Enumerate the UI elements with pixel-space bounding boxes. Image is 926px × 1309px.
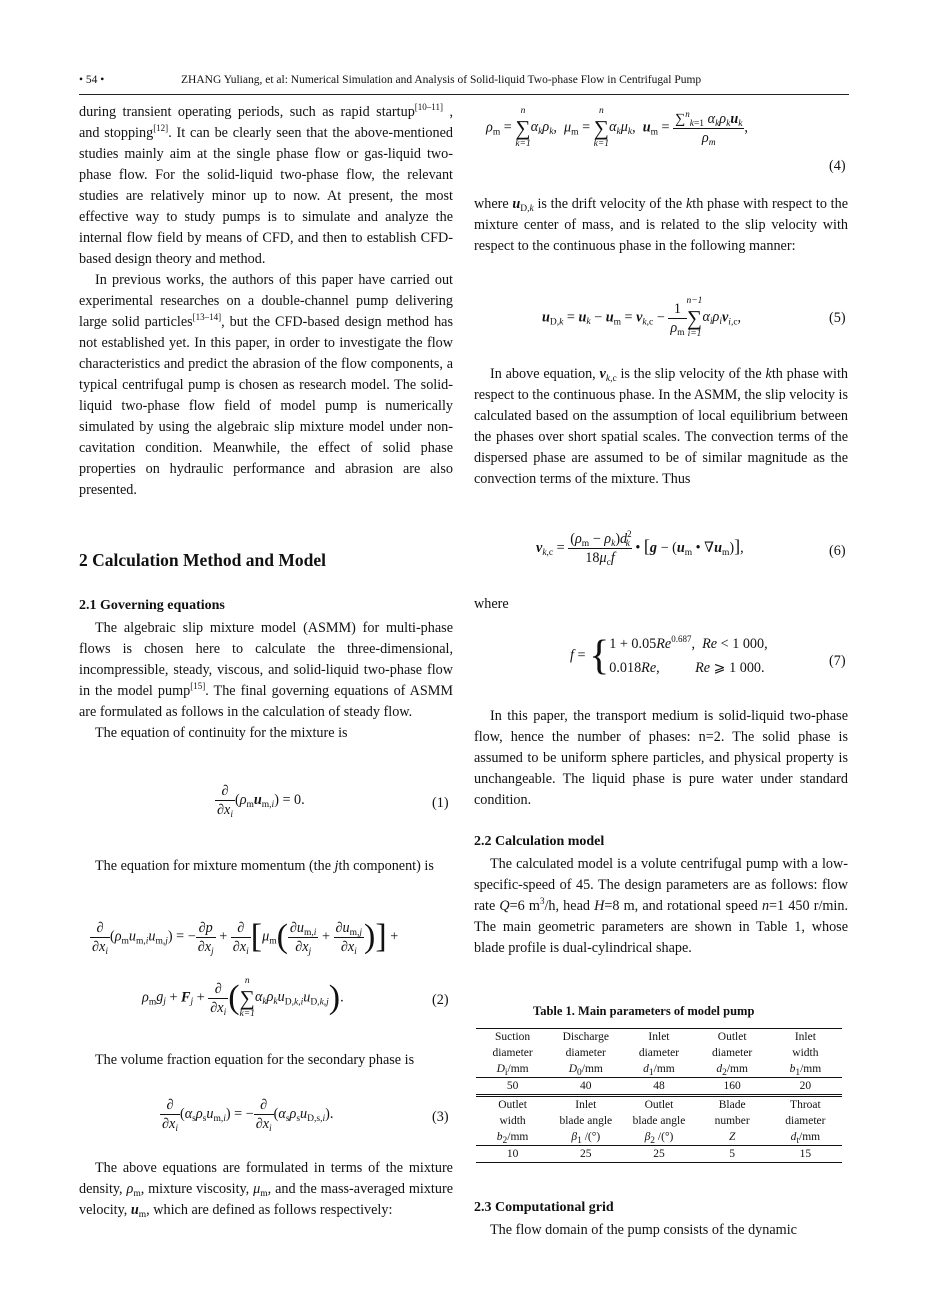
volume-fraction-intro: The volume fraction equation for the secondary phase is (95, 1052, 415, 1068)
equation-6: $v_{k,c}$ = $\frac{(\rho_m - \rho_k)d^2_k}{18\mu_cf}$ • [$g - (u_m$ • $\nabla u_m$)], (536, 529, 744, 568)
equation-5: $u_{D,k} = u_k - u_m = v_{k,c}$ − $\frac{1}{\rho_m}$ n−1 ∑ i=1 $\alpha_i\rho_iv_{i,c}$, (542, 296, 742, 339)
drift-velocity-paragraph: where $u_{D,k}$ is the drift velocity of the kth phase with respect to the mixture center of mass, and is related to the slip velocity with respect to the continuous phase in the following manner: (474, 196, 848, 254)
table-header-row: Suction Discharge Inlet Outlet Inlet (476, 1029, 842, 1046)
table-symbol-row: $b_2/mm$ $\beta_1$ /(°) $\beta_2$ /(°) Z $d_t/mm$ (496, 1131, 821, 1146)
equation-7: $f = \{1 + 0.05Re^{0.687}$, Re < 1 000, 0.018Re, Re ⩾ 1 000. (570, 633, 768, 679)
equation-number: (7) (829, 653, 846, 669)
equation-2-line2: $\rho_mg_j + F_j$ + $\frac{\partial}{\partial x_i}$ ( n ∑ k=1 $\alpha_k\rho_ku_{D,k,i}u_{D,k,j}$). (142, 976, 344, 1019)
slip-velocity-paragraph: In above equation, $v_{k,c}$ is the slip velocity of the kth phase with respect to the continuous phase. In the ASMM, the slip velocity is calculated based on the assumption of local equilibrium between the phases over short spatial scales. The convection terms of the dispersed phase are assumed to be of similar magnitude as the convection terms of the mixture. Thus (474, 366, 848, 487)
subsection-heading: 2.1 Governing equations (79, 598, 225, 613)
running-header (79, 72, 849, 95)
equation-number: (6) (829, 543, 846, 559)
table-header-row: Outlet Inlet Outlet Blade Throat (476, 1096, 842, 1114)
paragraph-intro-end: during transient operating periods, such as rapid startup[10–11] , and stopping[12]. It can be clearly seen that the above-mentioned studies mainly aim at the single phase flow or gas-liquid two-phase flow. For the solid-liquid two-phase flow, the relevant studies are relatively minor up to now. At present, the most effective way to study pumps is to simulate and analyze the internal flow field by means of CFD, and then to establish CFD-based design theory and method. (79, 102, 454, 267)
where-label: where (474, 596, 509, 612)
citation: [10–11] (414, 102, 443, 112)
table-row: 10 25 25 5 15 (476, 1146, 842, 1163)
parameters-table: Suction Discharge Inlet Outlet Inlet diameter diameter diameter diameter width $D_i/mm$ $D_0/mm$ $d_1/mm$ $d_2/mm$ $b_1/mm$ 50 40 48 160 20 Outlet Inlet Outlet Blade Throat width blade angle blade angle number diameter $b_2/mm$ $\beta_1$ /(°) $\beta_2$ /(°) Z $d_t/mm$ 10 25 25 5 15 (476, 1028, 842, 1163)
equation-3: $\frac{\partial}{\partial x_i}$ $(\alpha_s\rho_su_{m,i})$ = − $\frac{\partial}{\partial x_i}$ $(\alpha_s\rho_su_{D,s,i})$. (162, 1097, 334, 1134)
computational-grid-paragraph: The flow domain of the pump consists of the dynamic (490, 1222, 797, 1238)
mixture-definition-paragraph: The above equations are formulated in terms of the mixture density, $\rho_m$, mixture viscosity, $\mu_m$, and the mass-averaged mixture velocity, $u_m$, which are defined as follows respectively: (79, 1160, 453, 1220)
equation-number: (2) (432, 992, 449, 1008)
transport-medium-paragraph: In this paper, the transport medium is solid-liquid two-phase flow, hence the number of phases: n=2. The solid phase is assumed to be uniform sphere particles, and physical property is unchangeable. The liquid phase is pure water under standard condition. (474, 708, 848, 808)
table-caption: Table 1. Main parameters of model pump (533, 1004, 755, 1018)
paragraph-previous-works: In previous works, the authors of this paper have carried out experimental researches on a double-channel pump delivering large solid particles[13–14], but the CFD-based design method has not established yet. In this paper, in order to investigate the flow characteristics and predict the abrasion of the flow components, a typical centrifugal pump is chosen as research model. The solid-liquid two-phase flow field of model pump is numerically simulated by using the algebraic slip mixture model under non-cavitation condition. Meanwhile, the effect of solid phase properties on hydraulic performance and abrasion are also presented. (79, 272, 453, 498)
citation: [12] (153, 123, 169, 133)
left-column (79, 102, 453, 501)
equation-number: (3) (432, 1109, 449, 1125)
equation-number: (4) (829, 158, 846, 174)
equation-number: (5) (829, 310, 846, 326)
page-number: • 54 • (79, 74, 105, 86)
calculation-model-paragraph: The calculated model is a volute centrifugal pump with a low-specific-speed of 45. The design parameters are as follows: flow rate Q=6 $m^3/h$, head H=8 m, and rotational speed n=1 450 r/min. The main geometric parameters are shown in Table 1, whose blade profile is dual-cylindrical shape. (474, 856, 848, 956)
subsection-heading: 2.3 Computational grid (474, 1200, 614, 1215)
citation: [13–14] (192, 312, 222, 322)
equation-4: $\rho_m$ = n ∑ k=1 $\alpha_k\rho_k$, $\mu_m$ = n ∑ k=1 $\alpha_k\mu_k$, $u_m$ = $\frac{\sum^n_{k=1} \alpha_k\rho_ku_k}{\rho_m}$ , (486, 106, 748, 149)
section-heading: 2 Calculation Method and Model (79, 550, 326, 570)
equation-1: $\frac{\partial}{\partial x_i}$ $(\rho_mu_{m,i}) = 0$. (217, 783, 305, 820)
running-title: ZHANG Yuliang, et al: Numerical Simulation and Analysis of Solid-liquid Two-phase Flow in Centrifugal Pump (181, 74, 702, 86)
citation: [15] (190, 681, 206, 691)
table-row: 50 40 48 160 20 (476, 1078, 842, 1096)
table-symbol-row: $D_i/mm$ $D_0/mm$ $d_1/mm$ $d_2/mm$ $b_1/mm$ (496, 1063, 822, 1078)
momentum-intro: The equation for mixture momentum (the jth component) is (95, 858, 434, 874)
asmm-paragraph: The algebraic slip mixture model (ASMM) for multi-phase flows is chosen here to calculate the three-dimensional, incompressible, steady, viscous, and solid-liquid two-phase flow in the model pump[15]. The final governing equations of ASMM are formulated as follows in the calculation of steady flow. The equation of continuity for the mixture is (79, 620, 453, 741)
equation-2-line1: $\frac{\partial}{\partial x_i}$ $(\rho_mu_{m,i}u_{m,j})$ = − $\frac{\partial p}{\partial x_j}$ + $\frac{\partial}{\partial x_i}$ [$\mu_m$( $\frac{\partial u_{m,i}}{\partial x_j}$ + $\frac{\partial u_{m,j}}{\partial x_i}$ )] + (92, 918, 399, 957)
subsection-heading: 2.2 Calculation model (474, 834, 605, 849)
equation-number: (1) (432, 795, 449, 811)
